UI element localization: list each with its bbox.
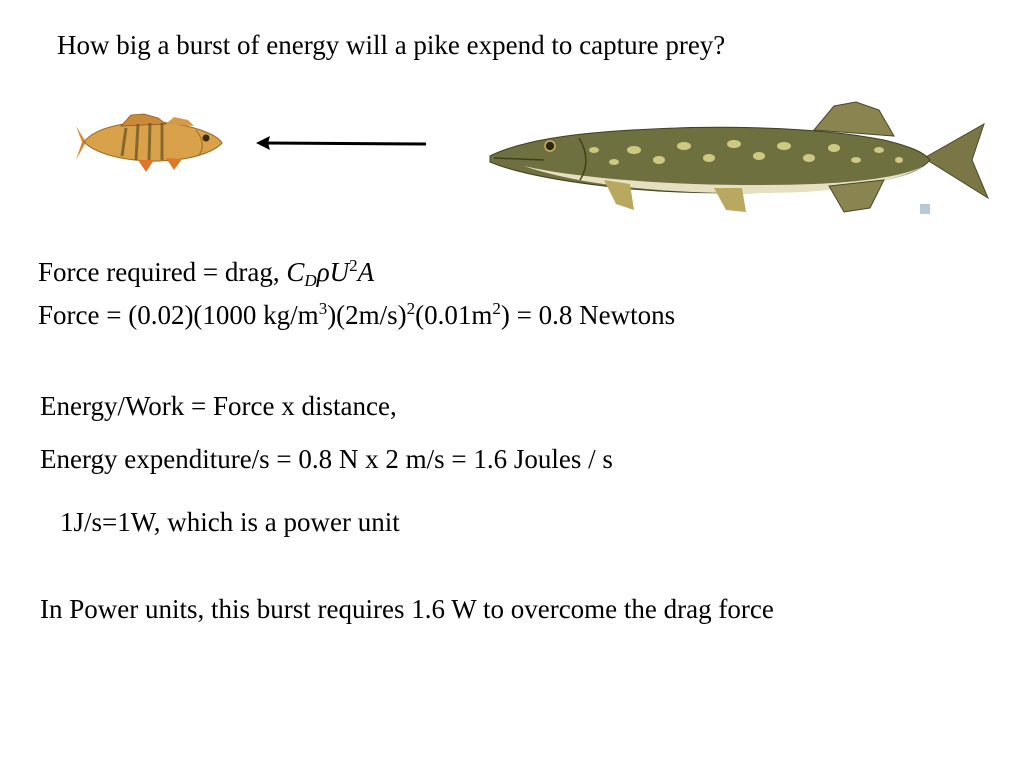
- northern-pike-illustration: [484, 100, 994, 224]
- area-symbol: A: [357, 257, 375, 287]
- perch-fish-illustration: [76, 112, 226, 174]
- force-calc-exp-2: 2: [406, 299, 416, 318]
- force-calc-part-1: Force = (0.02)(1000 kg/m: [38, 300, 319, 330]
- drag-coefficient-symbol: C: [286, 257, 305, 287]
- force-calc-exp-3: 2: [492, 299, 501, 318]
- drag-coefficient-subscript: D: [304, 271, 317, 290]
- velocity-exponent: 2: [349, 256, 358, 275]
- slide-title: How big a burst of energy will a pike expend to capture prey?: [57, 30, 726, 60]
- power-unit-line: 1J/s=1W, which is a power unit: [60, 507, 400, 537]
- force-formula-line: [38, 256, 374, 288]
- force-calc-exp-1: 3: [318, 299, 328, 318]
- left-arrow-icon: [252, 130, 432, 156]
- force-calc-part-2: )(2m/s): [327, 300, 407, 330]
- force-calc-part-4: ) = 0.8 Newtons: [500, 300, 676, 330]
- velocity-symbol: U: [329, 257, 350, 287]
- force-calc-part-3: (0.01m: [415, 300, 493, 330]
- force-formula-prefix: Force required = drag,: [38, 257, 287, 287]
- energy-expenditure-line: Energy expenditure/s = 0.8 N x 2 m/s = 1.6 Joules / s: [40, 444, 613, 474]
- force-calculation-line: [38, 299, 675, 331]
- density-symbol: ρ: [316, 257, 330, 287]
- power-summary-line: In Power units, this burst requires 1.6 W to overcome the drag force: [40, 594, 774, 624]
- energy-work-line: Energy/Work = Force x distance,: [40, 391, 397, 421]
